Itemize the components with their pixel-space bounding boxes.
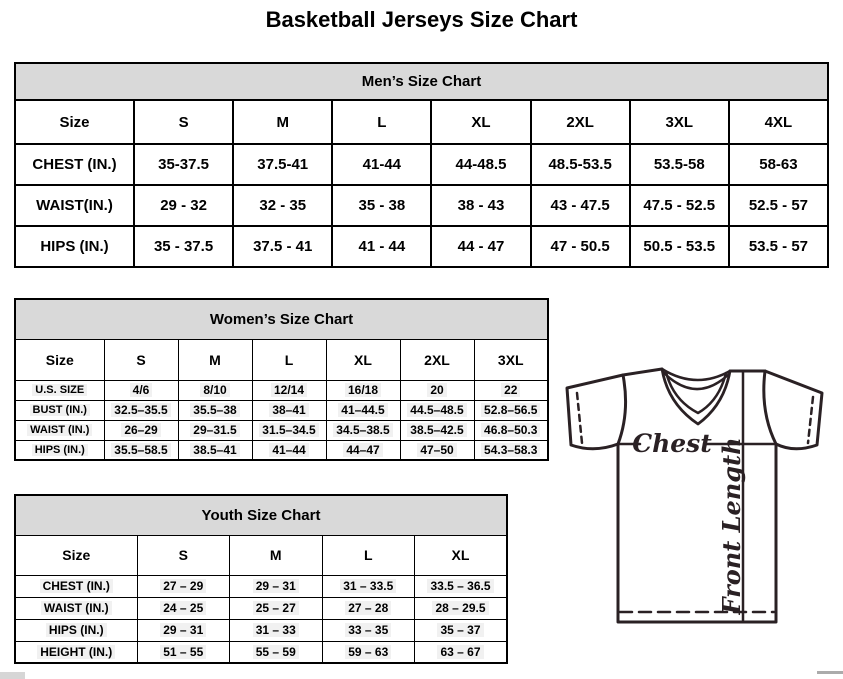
table-cell: 29 - 32: [134, 185, 233, 226]
table-cell: 35 - 37.5: [134, 226, 233, 267]
table-cell: [230, 619, 323, 641]
table-cell: [400, 400, 474, 420]
row-label: CHEST (IN.): [15, 144, 134, 185]
cell-text: CHEST (IN.): [40, 579, 113, 593]
cell-text: 35 – 37: [437, 623, 483, 637]
column-header: Size: [15, 339, 104, 380]
cell-text: 46.8–50.3: [481, 423, 540, 437]
cell-text: 44–47: [343, 443, 382, 457]
cell-text: 29–31.5: [190, 423, 239, 437]
cell-text: 31.5–34.5: [259, 423, 318, 437]
chest-label: Chest: [632, 429, 712, 458]
table-row: [15, 440, 548, 460]
table-cell: [326, 420, 400, 440]
cell-text: 29 – 31: [253, 579, 299, 593]
column-header: Size: [15, 535, 137, 575]
table-cell: [137, 641, 230, 663]
cell-text: 8/10: [200, 383, 229, 397]
jersey-cuff-dash-right: [808, 397, 813, 443]
column-header: 3XL: [474, 339, 548, 380]
row-label: [15, 641, 137, 663]
cell-text: 41–44: [269, 443, 308, 457]
row-label: [15, 597, 137, 619]
cell-text: 31 – 33: [253, 623, 299, 637]
page-title: Basketball Jerseys Size Chart: [265, 7, 578, 32]
table-cell: 47 - 50.5: [531, 226, 630, 267]
mens-table-title: Men’s Size Chart: [15, 63, 828, 100]
row-label: WAIST(IN.): [15, 185, 134, 226]
table-row: [15, 400, 548, 420]
jersey-cuff-dash-left: [577, 393, 582, 443]
cell-text: 20: [427, 383, 446, 397]
table-cell: 38 - 43: [431, 185, 530, 226]
cell-text: 41–44.5: [338, 403, 387, 417]
cell-text: 31 – 33.5: [340, 579, 396, 593]
cell-text: 25 – 27: [253, 601, 299, 615]
row-label: HIPS (IN.): [15, 226, 134, 267]
front-length-label: Front Length: [717, 437, 746, 615]
cell-text: 35.5–38: [190, 403, 239, 417]
cell-text: 47–50: [417, 443, 456, 457]
cell-text: 16/18: [345, 383, 381, 397]
column-header: L: [322, 535, 415, 575]
table-cell: [137, 597, 230, 619]
table-cell: 47.5 - 52.5: [630, 185, 729, 226]
cell-text: 29 – 31: [160, 623, 206, 637]
table-cell: [137, 619, 230, 641]
cell-text: 24 – 25: [160, 601, 206, 615]
cell-text: 27 – 29: [160, 579, 206, 593]
table-cell: [230, 597, 323, 619]
table-cell: [474, 440, 548, 460]
table-cell: 37.5 - 41: [233, 226, 332, 267]
cell-text: HIPS (IN.): [46, 623, 107, 637]
cell-text: 54.3–58.3: [481, 443, 540, 457]
table-row: [15, 226, 828, 267]
column-header: S: [104, 339, 178, 380]
table-cell: [474, 400, 548, 420]
table-cell: 58-63: [729, 144, 828, 185]
table-cell: 44-48.5: [431, 144, 530, 185]
table-cell: 35-37.5: [134, 144, 233, 185]
cell-text: 51 – 55: [160, 645, 206, 659]
cell-text: BUST (IN.): [30, 404, 90, 416]
table-cell: [230, 575, 323, 597]
cell-text: 38.5–41: [190, 443, 239, 457]
cell-text: 38.5–42.5: [407, 423, 466, 437]
mens-size-chart-table: [14, 62, 829, 268]
table-cell: [415, 597, 508, 619]
cell-text: 44.5–48.5: [407, 403, 466, 417]
table-cell: [178, 400, 252, 420]
table-cell: [400, 380, 474, 400]
jersey-measurement-diagram: [556, 356, 843, 633]
table-cell: 44 - 47: [431, 226, 530, 267]
row-label: [15, 575, 137, 597]
column-header: 2XL: [400, 339, 474, 380]
jersey-vneck-outer: [662, 369, 730, 424]
cell-text: U.S. SIZE: [32, 384, 87, 396]
row-label: [15, 400, 104, 420]
row-label: [15, 619, 137, 641]
column-header: XL: [431, 100, 530, 144]
table-cell: 41 - 44: [332, 226, 431, 267]
table-cell: [178, 380, 252, 400]
cell-text: 32.5–35.5: [111, 403, 170, 417]
table-cell: [322, 641, 415, 663]
cell-text: 63 – 67: [437, 645, 483, 659]
table-cell: [252, 420, 326, 440]
column-header: L: [332, 100, 431, 144]
cell-text: WAIST (IN.): [27, 424, 92, 436]
table-cell: [326, 400, 400, 420]
column-header: XL: [326, 339, 400, 380]
table-cell: 53.5 - 57: [729, 226, 828, 267]
table-cell: 52.5 - 57: [729, 185, 828, 226]
table-cell: [326, 440, 400, 460]
table-cell: [322, 619, 415, 641]
cell-text: 55 – 59: [253, 645, 299, 659]
table-row: [15, 597, 507, 619]
womens-header-row: [15, 339, 548, 380]
table-cell: 41-44: [332, 144, 431, 185]
table-cell: [137, 575, 230, 597]
column-header: L: [252, 339, 326, 380]
row-label: [15, 440, 104, 460]
cell-text: 12/14: [271, 383, 307, 397]
table-cell: 50.5 - 53.5: [630, 226, 729, 267]
table-cell: [400, 440, 474, 460]
table-cell: 35 - 38: [332, 185, 431, 226]
table-cell: [415, 575, 508, 597]
mens-header-row: [15, 100, 828, 144]
cell-text: 38–41: [269, 403, 308, 417]
table-cell: [252, 380, 326, 400]
table-cell: 37.5-41: [233, 144, 332, 185]
cell-text: 34.5–38.5: [333, 423, 392, 437]
cell-text: 26–29: [121, 423, 160, 437]
cell-text: 33 – 35: [345, 623, 391, 637]
cell-text: 4/6: [130, 383, 153, 397]
table-cell: [178, 420, 252, 440]
cell-text: 52.8–56.5: [481, 403, 540, 417]
table-cell: [474, 380, 548, 400]
column-header: Size: [15, 100, 134, 144]
jersey-sleeve-left: [567, 375, 623, 449]
table-row: [15, 185, 828, 226]
table-row: [15, 420, 548, 440]
table-cell: [104, 440, 178, 460]
table-row: [15, 641, 507, 663]
table-cell: [322, 575, 415, 597]
column-header: S: [137, 535, 230, 575]
column-header: XL: [415, 535, 508, 575]
womens-table-title: Women’s Size Chart: [15, 299, 548, 339]
table-cell: [104, 400, 178, 420]
youth-header-row: [15, 535, 507, 575]
table-cell: [400, 420, 474, 440]
cell-text: 59 – 63: [345, 645, 391, 659]
cell-text: WAIST (IN.): [41, 601, 112, 615]
cell-text: 27 – 28: [345, 601, 391, 615]
table-row: [15, 575, 507, 597]
cell-text: HEIGHT (IN.): [37, 645, 115, 659]
table-row: [15, 380, 548, 400]
youth-size-chart-table: [14, 494, 508, 664]
table-cell: [252, 440, 326, 460]
table-cell: [415, 619, 508, 641]
column-header: 4XL: [729, 100, 828, 144]
table-cell: [252, 400, 326, 420]
row-label: [15, 420, 104, 440]
column-header: M: [178, 339, 252, 380]
column-header: 3XL: [630, 100, 729, 144]
jersey-diagram-svg: [556, 356, 843, 633]
table-cell: 53.5-58: [630, 144, 729, 185]
jersey-body-outline: [618, 371, 776, 622]
column-header: M: [233, 100, 332, 144]
scrollbar-fragment-right[interactable]: [817, 671, 843, 674]
table-cell: [178, 440, 252, 460]
youth-table-title: Youth Size Chart: [15, 495, 507, 535]
table-cell: [104, 380, 178, 400]
jersey-shoulder-left: [623, 369, 662, 375]
table-row: [15, 144, 828, 185]
table-cell: [322, 597, 415, 619]
table-cell: [104, 420, 178, 440]
cell-text: HIPS (IN.): [32, 444, 88, 456]
table-cell: 48.5-53.5: [531, 144, 630, 185]
womens-size-chart-table: [14, 298, 549, 461]
row-label: [15, 380, 104, 400]
table-cell: [326, 380, 400, 400]
cell-text: 35.5–58.5: [111, 443, 170, 457]
cell-text: 33.5 – 36.5: [427, 579, 493, 593]
cell-text: 28 – 29.5: [432, 601, 488, 615]
column-header: M: [230, 535, 323, 575]
column-header: S: [134, 100, 233, 144]
table-row: [15, 619, 507, 641]
scrollbar-thumb-left[interactable]: [0, 672, 25, 679]
table-cell: [415, 641, 508, 663]
table-cell: [474, 420, 548, 440]
cell-text: 22: [501, 383, 520, 397]
jersey-collar-arc-outer: [662, 369, 730, 380]
column-header: 2XL: [531, 100, 630, 144]
table-cell: 32 - 35: [233, 185, 332, 226]
table-cell: [230, 641, 323, 663]
table-cell: 43 - 47.5: [531, 185, 630, 226]
